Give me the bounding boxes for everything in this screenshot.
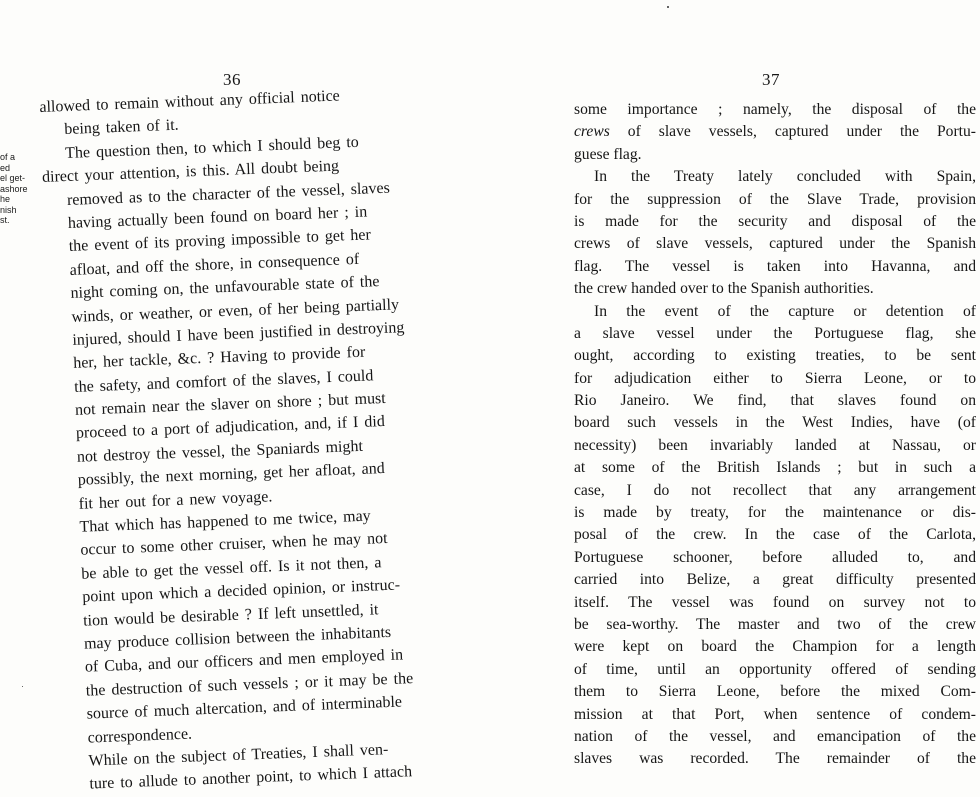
text-line: of Cuba, and our officers and men employed in — [84, 646, 404, 677]
margin-note-line: of a — [0, 152, 16, 162]
text-line: The question then, to which I should beg to — [64, 133, 360, 162]
text-line: slaves was recorded. The remainder of the — [574, 750, 976, 768]
text-line: That which has happened to me twice, may — [79, 507, 371, 536]
text-line: having actually been found on board her ; in — [67, 203, 368, 232]
text-line: proceed to a port of adjudication, and, if I did — [75, 413, 386, 443]
text-line: of time, until an opportunity offered of sending — [574, 660, 976, 678]
text-line: is made for the security and disposal of the — [574, 212, 976, 230]
text-line: correspondence. — [87, 725, 193, 747]
margin-note — [0, 152, 28, 226]
text-line: ought, according to existing treaties, to be sent — [574, 347, 976, 365]
text-line: mission at that Port, when sentence of condem- — [574, 705, 976, 723]
text-line: Rio Janeiro. We find, that slaves found on — [574, 392, 976, 410]
text-line: Portuguese schooner, before alluded to, and — [574, 548, 976, 566]
text-line: direct your attention, is this. All doubt being — [41, 157, 340, 187]
text-line: afloat, and off the shore, in consequence of — [69, 250, 360, 279]
text-line: crews of slave vessels, captured under the Spanish — [574, 235, 976, 253]
text-line: In the event of the capture or detention of — [594, 302, 976, 320]
text-line: In the Treaty lately concluded with Spain, — [594, 168, 976, 186]
text-line — [574, 121, 976, 143]
text-line: be sea-worthy. The master and two of the crew — [574, 615, 976, 633]
text-line: nation of the vessel, and emancipation of the — [574, 727, 976, 745]
text-line: not remain near the slaver on shore ; but must — [74, 389, 387, 419]
text-line: were kept on board the Champion for a length — [574, 638, 976, 656]
text-line: winds, or weather, or even, of her being partially — [71, 295, 400, 326]
italic-word: crews — [574, 123, 610, 141]
text-line: carried into Belize, a great difficulty presented — [574, 571, 976, 589]
text-line: possibly, the next morning, get her afloat, and — [77, 460, 386, 490]
text-line: some importance ; namely, the disposal of the — [574, 101, 976, 118]
margin-note-line: he — [0, 194, 11, 204]
text-line: not destroy the vessel, the Spaniards might — [76, 437, 364, 466]
text-line: night coming on, the unfavourable state of the — [70, 273, 380, 303]
right-page-body — [574, 99, 976, 771]
text-line: a slave vessel under the Portuguese flag, she — [574, 324, 976, 342]
text-line: itself. The vessel was found on survey not to — [574, 593, 976, 611]
text-line: may produce collision between the inhabitants — [83, 623, 392, 653]
margin-note-line: ed — [0, 162, 11, 173]
text-line: source of much altercation, and of interminable — [86, 693, 403, 723]
scan-speck — [22, 686, 23, 687]
left-page-body — [39, 80, 491, 797]
text-line: being taken of it. — [63, 117, 179, 139]
text-line: occur to some other cruiser, when he may not — [80, 530, 388, 560]
text-line: necessity) been invariably landed at Nassau, or — [574, 436, 976, 454]
text-line: point upon which a decided opinion, or instruc- — [81, 576, 401, 606]
text-line: be able to get the vessel off. Is it not then, a — [81, 554, 382, 583]
text-line: allowed to remain without any official notice — [39, 87, 341, 116]
text-line: the safety, and comfort of the slaves, I could — [73, 367, 374, 396]
text-line: fit her out for a new voyage. — [78, 487, 273, 513]
text-line: guese flag. — [574, 145, 642, 163]
margin-note-line: st. — [0, 215, 10, 225]
text-line: While on the subject of Treaties, I shall ven- — [88, 741, 389, 770]
text-line: for adjudication either to Sierra Leone, or to — [574, 369, 976, 387]
page-number-left: 36 — [223, 70, 241, 89]
margin-note-line: el get- — [0, 173, 26, 183]
text-line: ture to allude to another point, to which I attach — [89, 763, 413, 793]
margin-note-line: ashore — [0, 183, 28, 194]
text-line: flag. The vessel is taken into Havanna, and — [574, 257, 976, 275]
page-number-right: 37 — [762, 70, 780, 89]
text-line: at some of the British Islands ; but in such a — [574, 459, 976, 477]
text-line: board such vessels in the West Indies, have (of — [574, 414, 976, 432]
text-line: for the suppression of the Slave Trade, provision — [574, 190, 976, 208]
text-line: the event of its proving impossible to get her — [68, 226, 372, 256]
text-line: posal of the crew. In the case of the Carlota, — [574, 526, 976, 544]
text-line: tion would be desirable ? If left unsettled, it — [82, 600, 379, 630]
text-span: of slave vessels, captured under the Portu- — [609, 123, 976, 141]
text-line: her, her tackle, &c. ? Having to provide for — [72, 343, 366, 373]
text-line: removed as to the character of the vessel, slaves — [66, 179, 391, 209]
text-line: injured, should I have been justified in destroying — [72, 319, 405, 349]
margin-note-line: nish — [0, 204, 17, 215]
text-line: the destruction of such vessels ; or it may be the — [85, 669, 414, 700]
text-line: is made by treaty, for the maintenance or dis- — [574, 504, 976, 522]
text-line: the crew handed over to the Spanish authorities. — [574, 280, 874, 298]
text-line: case, I do not recollect that any arrangement — [574, 481, 976, 499]
text-line: them to Sierra Leone, before the mixed Com- — [574, 683, 976, 701]
scan-speck — [667, 6, 669, 8]
